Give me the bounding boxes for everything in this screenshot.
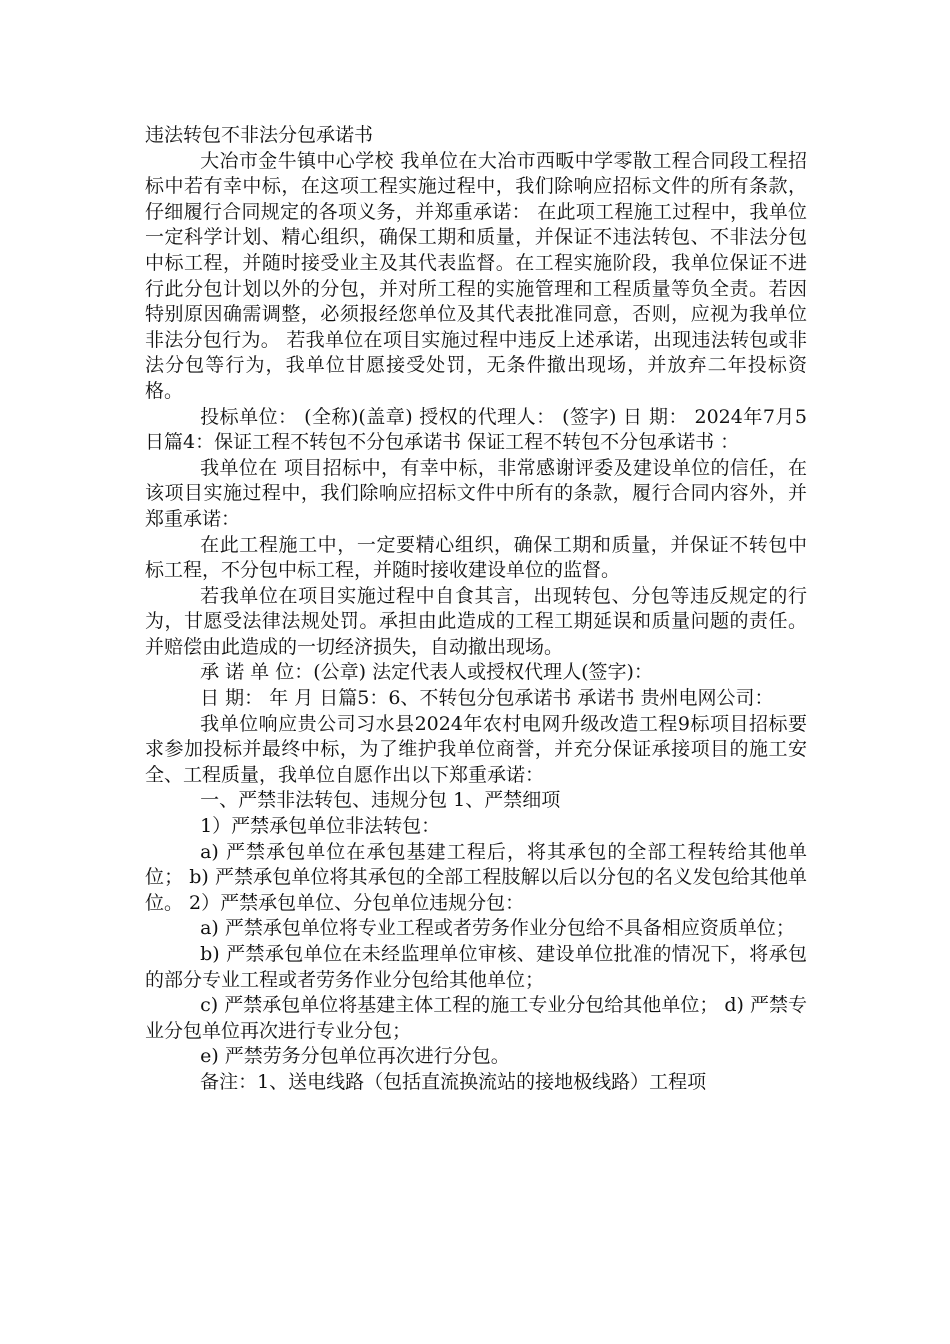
paragraph-commitment-2-body: 在此工程施工中，一定要精心组织，确保工期和质量，并保证不转包中标工程，不分包中标工程，并随时接收建设单位的监督。 [145, 533, 807, 582]
paragraph-signature-2: 承 诺 单 位：(公章) 法定代表人或授权代理人(签字)： [200, 661, 653, 684]
paragraph-commitment-2-penalty: 若我单位在项目实施过程中自食其言，出现转包、分包等违反规定的行为，甘愿受法律法规处罚。承担由此造成的工程工期延误和质量问题的责任。并赔偿由此造成的一切经济损失，自动撤出现场。 [145, 584, 807, 658]
document-title: 违法转包不非法分包承诺书 [145, 124, 374, 146]
note-paragraph: 备注：1、送电线路（包括直流换流站的接地极线路）工程项 [200, 1070, 707, 1093]
document-page [145, 123, 807, 1096]
list-item-2cd: c) 严禁承包单位将基建主体工程的施工专业分包给其他单位； d) 严禁专业分包单位再次进行专业分包； [145, 994, 807, 1042]
paragraph-commitment-1: 大冶市金牛镇中心学校 我单位在大冶市西畈中学零散工程合同段工程招标中若有幸中标，在这项工程实施过程中，我们除响应招标文件的所有条款，仔细履行合同规定的各项义务，并郑重承诺： 在此项工程施工过程中，我单位一定科学计划、精心组织，确保工期和质量，并保证不违法转包、不非法分包中标工程，并随时接受业主及其代表监督。在工程实施阶段，我单位保证不进行此分包计划以外的分包，并对所工程的实施管理和工程质量等负全责。若因特别原因确需调整，必须报经您单位及其代表批准同意，否则，应视为我单位非法分包行为。 若我单位在项目实施过程中违反上述承诺，出现违法转包或非法分包等行为，我单位甘愿接受处罚，无条件撤出现场，并放弃二年投标资格。 [145, 149, 807, 402]
paragraph-commitment-2-intro: 我单位在 项目招标中，有幸中标，非常感谢评委及建设单位的信任，在该项目实施过程中，我们除响应招标文件中所有的条款，履行合同内容外，并郑重承诺： [145, 456, 807, 530]
paragraph-signature-1: 投标单位： (全称)(盖章) 授权的代理人： (签字) 日 期： 2024年7月5日篇4：保证工程不转包不分包承诺书 保证工程不转包不分包承诺书 ： [145, 405, 807, 454]
paragraph-commitment-3-intro: 我单位响应贵公司习水县2024年农村电网升级改造工程9标项目招标要求参加投标并最终中标，为了维护我单位商誉，并充分保证承接项目的施工安全、工程质量，我单位自愿作出以下郑重承诺： [145, 712, 807, 786]
list-item-2e: e) 严禁劳务分包单位再次进行分包。 [200, 1045, 510, 1068]
list-item-2a: a) 严禁承包单位将专业工程或者劳务作业分包给不具备相应资质单位； [200, 917, 795, 940]
paragraph-date-heading-3: 日 期： 年 月 日篇5：6、不转包分包承诺书 承诺书 贵州电网公司： [200, 687, 774, 710]
section-heading-1: 一、严禁非法转包、违规分包 1、严禁细项 [200, 789, 561, 812]
list-item-1: 1）严禁承包单位非法转包： [200, 815, 441, 838]
list-item-1ab: a) 严禁承包单位在承包基建工程后，将其承包的全部工程转给其他单位； b) 严禁承包单位将其承包的全部工程肢解以后以分包的名义发包给其他单位。 2）严禁承包单位、分包单位违规分包： [145, 840, 807, 914]
list-item-2b: b) 严禁承包单位在未经监理单位审核、建设单位批准的情况下，将承包的部分专业工程或者劳务作业分包给其他单位； [145, 943, 807, 991]
